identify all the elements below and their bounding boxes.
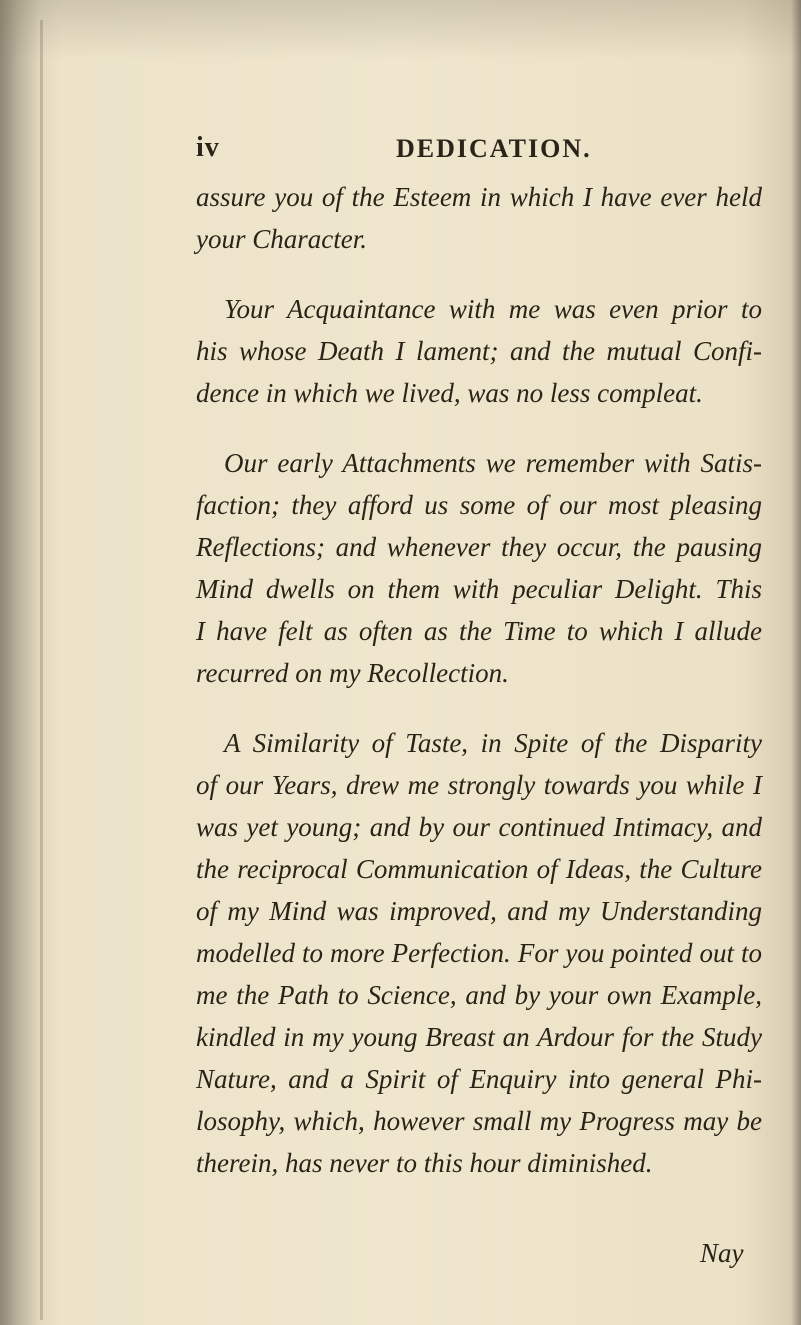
paragraph (196, 176, 762, 260)
text-line: your Character. (196, 224, 367, 254)
text-line: dence in which we lived, was no less compleat. (196, 378, 703, 408)
paragraph (196, 722, 762, 1184)
paragraph (196, 442, 762, 694)
text-line: therein, has never to this hour diminished. (196, 1148, 653, 1178)
text-line: his whose Death I lament; and the mutual Confi- (196, 336, 762, 366)
text-line: Your Acquaintance with me was even prior to (224, 294, 762, 324)
text-line: Our early Attachments we remember with Satis- (224, 448, 762, 478)
text-line: Mind dwells on them with peculiar Delight. This (196, 574, 762, 604)
text-line: Reflections; and whenever they occur, the pausing (196, 532, 762, 562)
page-number: iv (196, 132, 220, 163)
page-header (196, 132, 756, 172)
spine-line (40, 20, 43, 1320)
text-line: Nature, and a Spirit of Enquiry into general Phi- (196, 1064, 762, 1094)
page-edge (791, 0, 801, 1325)
catchword: Nay (700, 1238, 744, 1268)
text-line: recurred on my Recollection. (196, 658, 509, 688)
paragraph (196, 288, 762, 414)
text-line: I have felt as often as the Time to which I allude (196, 616, 762, 646)
text-line: faction; they afford us some of our most pleasing (196, 490, 762, 520)
running-title: DEDICATION. (396, 134, 592, 163)
text-line: losophy, which, however small my Progress may be (196, 1106, 762, 1136)
top-shade (0, 0, 801, 60)
text-line: assure you of the Esteem in which I have ever held (196, 182, 762, 212)
text-line: modelled to more Perfection. For you pointed out to (196, 938, 762, 968)
text-line: the reciprocal Communication of Ideas, the Culture (196, 854, 762, 884)
body-text (196, 176, 762, 1184)
text-line: me the Path to Science, and by your own Example, (196, 980, 762, 1010)
text-line: A Similarity of Taste, in Spite of the Disparity (224, 728, 762, 758)
text-line: of my Mind was improved, and my Understanding (196, 896, 762, 926)
text-line: was yet young; and by our continued Intimacy, and (196, 812, 762, 842)
gutter-shadow (0, 0, 40, 1325)
text-line: of our Years, drew me strongly towards you while I (196, 770, 762, 800)
text-line: kindled in my young Breast an Ardour for the Study (196, 1022, 762, 1052)
